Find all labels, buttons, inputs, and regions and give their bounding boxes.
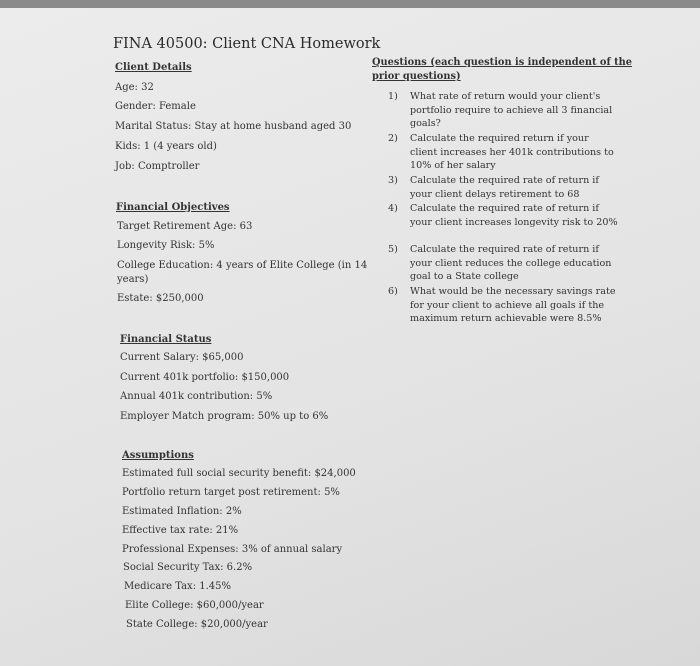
college-education: College Education: 4 years of Elite College (in 14 <box>117 260 368 271</box>
assumption-item: Estimated Inflation: 2% <box>122 506 242 517</box>
assumption-item: Professional Expenses: 3% of annual salary <box>122 544 343 555</box>
assumption-item: Effective tax rate: 21% <box>122 525 239 536</box>
document-title: FINA 40500: Client CNA Homework <box>113 36 381 52</box>
assumptions-heading: Assumptions <box>122 450 194 461</box>
assumption-item: Estimated full social security benefit: $24,000 <box>122 468 356 479</box>
questions-heading: Questions (each question is independent of the <box>372 57 632 68</box>
question-number: 1) <box>388 91 398 102</box>
financial-objectives-heading: Financial Objectives <box>116 202 230 213</box>
document-page <box>0 8 700 666</box>
question-number: 4) <box>388 203 398 214</box>
question-item <box>388 174 618 201</box>
client-kids: Kids: 1 (4 years old) <box>115 141 217 152</box>
question-item <box>388 132 618 173</box>
current-salary: Current Salary: $65,000 <box>120 352 244 363</box>
question-text: What rate of return would your client's portfolio require to achieve all 3 financial goals? <box>410 91 613 129</box>
assumption-item: Social Security Tax: 6.2% <box>123 562 253 573</box>
questions-heading-cont: prior questions) <box>372 71 461 82</box>
question-item <box>388 285 618 326</box>
question-text: Calculate the required rate of return if your client delays retirement to 68 <box>410 175 599 200</box>
assumption-item: Medicare Tax: 1.45% <box>124 581 232 592</box>
financial-status-heading: Financial Status <box>120 334 212 345</box>
estate: Estate: $250,000 <box>117 293 204 304</box>
client-details-heading: Client Details <box>115 62 192 73</box>
question-number: 6) <box>388 286 398 297</box>
employer-match: Employer Match program: 50% up to 6% <box>120 411 329 422</box>
assumption-item: Elite College: $60,000/year <box>125 600 264 611</box>
question-item <box>388 202 618 229</box>
question-number: 3) <box>388 175 398 186</box>
question-text: Calculate the required return if your client increases her 401k contributions to 10% of her salary <box>410 133 614 171</box>
client-job: Job: Comptroller <box>115 161 200 172</box>
question-number: 5) <box>388 244 398 255</box>
question-item <box>388 90 618 131</box>
college-education-cont: years) <box>117 274 149 285</box>
top-edge <box>0 0 700 8</box>
question-text: Calculate the required rate of return if your client increases longevity risk to 20% <box>410 203 618 228</box>
target-retirement-age: Target Retirement Age: 63 <box>117 221 253 232</box>
question-number: 2) <box>388 133 398 144</box>
assumption-item: Portfolio return target post retirement: 5% <box>122 487 340 498</box>
client-age: Age: 32 <box>115 82 154 93</box>
annual-401k-contribution: Annual 401k contribution: 5% <box>120 391 273 402</box>
longevity-risk: Longevity Risk: 5% <box>117 240 215 251</box>
question-text: What would be the necessary savings rate for your client to achieve all goals if the maximum return achievable were 8.5% <box>410 286 616 324</box>
client-marital-status: Marital Status: Stay at home husband aged 30 <box>115 121 352 132</box>
current-401k: Current 401k portfolio: $150,000 <box>120 372 290 383</box>
assumption-item: State College: $20,000/year <box>126 619 268 630</box>
question-item <box>388 243 618 284</box>
question-text: Calculate the required rate of return if your client reduces the college education goal to a State college <box>410 244 612 282</box>
client-gender: Gender: Female <box>115 101 196 112</box>
